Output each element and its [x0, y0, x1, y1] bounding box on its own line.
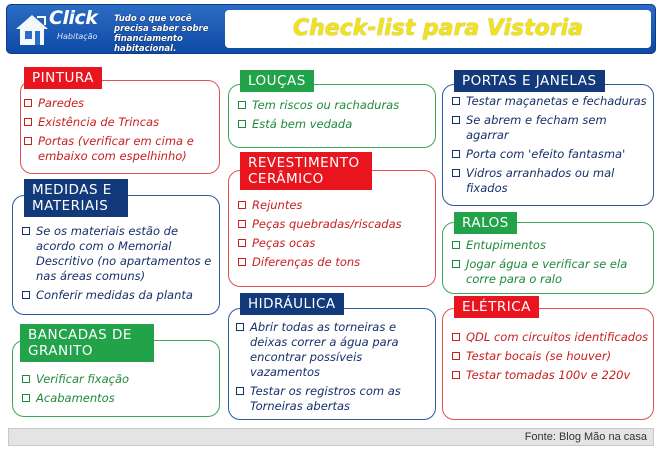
checkbox-icon[interactable]	[452, 260, 460, 268]
list-item: Portas (verificar em cima e embaixo com espelhinho)	[24, 134, 220, 164]
header-banner	[6, 4, 656, 54]
list-item: Existência de Trincas	[24, 115, 220, 130]
checkbox-icon[interactable]	[22, 375, 30, 383]
checkbox-icon[interactable]	[452, 97, 460, 105]
list-item: Testar maçanetas e fechaduras	[452, 94, 652, 109]
page-title: Check-list para Vistoria	[293, 16, 583, 41]
footer-bar	[8, 428, 654, 446]
click-habitacao-logo	[15, 7, 105, 51]
checkbox-icon[interactable]	[238, 220, 246, 228]
list-item: Testar tomadas 100v e 220v	[452, 368, 652, 383]
list-item: Se os materiais estão de acordo com o Memorial Descritivo (no apartamentos e nas áreas comuns)	[22, 224, 212, 284]
list-item: Abrir todas as torneiras e deixas correr a água para encontrar possíveis vazamentos	[236, 320, 432, 380]
list-item: Vidros arranhados ou mal fixados	[452, 166, 652, 196]
loucas-title: LOUÇAS	[240, 70, 314, 92]
checkbox-icon[interactable]	[452, 352, 460, 360]
bancadas-title: BANCADAS DE GRANITO	[20, 324, 154, 362]
list-item: Entupimentos	[452, 238, 652, 253]
medidas-title: MEDIDAS E MATERIAIS	[24, 179, 128, 217]
eletrica-title: ELÉTRICA	[454, 296, 539, 318]
checkbox-icon[interactable]	[22, 291, 30, 299]
source-credit: Fonte: Blog Mão na casa	[524, 431, 647, 443]
list-item: Paredes	[24, 96, 220, 111]
checkbox-icon[interactable]	[452, 333, 460, 341]
hidraulica-title: HIDRÁULICA	[240, 293, 344, 315]
logo-word: Click	[49, 7, 98, 29]
checkbox-icon[interactable]	[238, 201, 246, 209]
list-item: Rejuntes	[238, 198, 434, 213]
checkbox-icon[interactable]	[452, 169, 460, 177]
eletrica-list	[452, 330, 652, 387]
revestimento-title: REVESTIMENTO CERÂMICO	[240, 152, 372, 190]
list-item: Verificar fixação	[22, 372, 212, 387]
portas-list	[452, 94, 652, 200]
checkbox-icon[interactable]	[238, 101, 246, 109]
list-item: Testar bocais (se houver)	[452, 349, 652, 364]
medidas-list	[22, 224, 212, 307]
tagline: Tudo o que você precisa saber sobre financiamento habitacional.	[114, 14, 209, 54]
hidraulica-list	[236, 320, 432, 418]
list-item: Peças quebradas/riscadas	[238, 217, 434, 232]
list-item: Acabamentos	[22, 391, 212, 406]
list-item: Testar os registros com as Torneiras abertas	[236, 384, 432, 414]
loucas-list	[238, 98, 434, 136]
list-item: Se abrem e fecham sem agarrar	[452, 113, 652, 143]
checkbox-icon[interactable]	[238, 120, 246, 128]
ralos-list	[452, 238, 652, 291]
checkbox-icon[interactable]	[452, 150, 460, 158]
checkbox-icon[interactable]	[452, 371, 460, 379]
revestimento-list	[238, 198, 434, 274]
list-item: Jogar água e verificar se ela corre para o ralo	[452, 257, 652, 287]
bancadas-list	[22, 372, 212, 410]
list-item: Tem riscos ou rachaduras	[238, 98, 434, 113]
list-item: Porta com 'efeito fantasma'	[452, 147, 652, 162]
list-item: Está bem vedada	[238, 117, 434, 132]
checkbox-icon[interactable]	[24, 118, 32, 126]
list-item: QDL com circuitos identificados	[452, 330, 652, 345]
checkbox-icon[interactable]	[452, 241, 460, 249]
checkbox-icon[interactable]	[24, 137, 32, 145]
checkbox-icon[interactable]	[22, 227, 30, 235]
portas-title: PORTAS E JANELAS	[454, 70, 605, 92]
checkbox-icon[interactable]	[238, 258, 246, 266]
logo-subtitle: Habitação	[57, 32, 98, 41]
checkbox-icon[interactable]	[238, 239, 246, 247]
ralos-title: RALOS	[454, 212, 517, 234]
pintura-list	[24, 96, 220, 168]
checkbox-icon[interactable]	[236, 323, 244, 331]
list-item: Conferir medidas da planta	[22, 288, 212, 303]
list-item: Diferenças de tons	[238, 255, 434, 270]
list-item: Peças ocas	[238, 236, 434, 251]
house-icon	[15, 13, 49, 47]
checkbox-icon[interactable]	[452, 116, 460, 124]
checkbox-icon[interactable]	[22, 394, 30, 402]
pintura-title: PINTURA	[24, 67, 102, 89]
title-box	[225, 10, 651, 48]
checkbox-icon[interactable]	[236, 387, 244, 395]
checkbox-icon[interactable]	[24, 99, 32, 107]
